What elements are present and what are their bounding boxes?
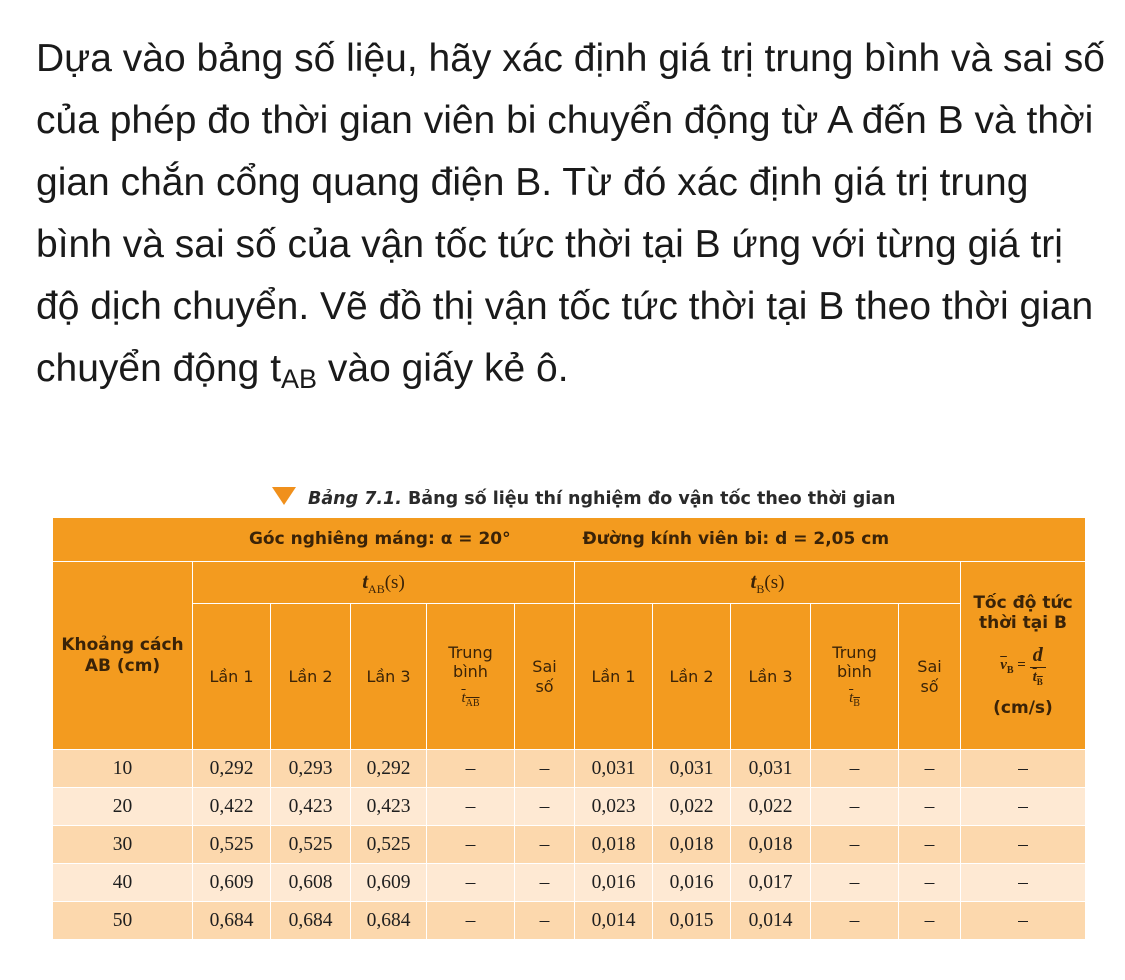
tb-mean-cell: – bbox=[811, 750, 899, 788]
col-distance-header: Khoảng cách AB (cm) bbox=[53, 562, 193, 750]
speed-unit: (cm/s) bbox=[993, 698, 1053, 719]
tab-lan3-cell: 0,684 bbox=[351, 902, 427, 940]
tab-lan1-cell: 0,609 bbox=[193, 864, 271, 902]
speed-formula: $\overline{v}_B$ = $\frac{d}{t_B}$ bbox=[961, 643, 1085, 688]
tab-lan3-cell: 0,292 bbox=[351, 750, 427, 788]
tb-lan1-cell: 0,018 bbox=[575, 826, 653, 864]
tb-lan2-cell: 0,031 bbox=[653, 750, 731, 788]
tab-mean-cell: – bbox=[427, 864, 515, 902]
tb-lan1-cell: 0,014 bbox=[575, 902, 653, 940]
distance-cell: 10 bbox=[53, 750, 193, 788]
table-params-header bbox=[53, 518, 1086, 562]
tb-lan1-cell: 0,023 bbox=[575, 788, 653, 826]
tb-mean-cell: – bbox=[811, 826, 899, 864]
tb-mean-cell: – bbox=[811, 788, 899, 826]
tb-lan3-cell: 0,031 bbox=[731, 750, 811, 788]
group-tb-header: $t_B(s)$ bbox=[575, 562, 961, 604]
tb-lan3-header: Lần 3 bbox=[731, 604, 811, 750]
caption-title: Bảng số liệu thí nghiệm đo vận tốc theo thời gian bbox=[401, 489, 896, 509]
tab-mean-cell: – bbox=[427, 788, 515, 826]
triangle-icon bbox=[272, 487, 296, 505]
speed-cell: – bbox=[961, 788, 1086, 826]
tb-lan3-cell: 0,022 bbox=[731, 788, 811, 826]
tb-lan2-cell: 0,016 bbox=[653, 864, 731, 902]
tb-lan1-cell: 0,016 bbox=[575, 864, 653, 902]
distance-cell: 40 bbox=[53, 864, 193, 902]
tab-lan2-header: Lần 2 bbox=[271, 604, 351, 750]
question-tail: vào giấy kẻ ô. bbox=[317, 347, 569, 390]
tb-lan2-header: Lần 2 bbox=[653, 604, 731, 750]
speed-cell: – bbox=[961, 902, 1086, 940]
tab-lan2-cell: 0,525 bbox=[271, 826, 351, 864]
tab-err-header: Sai số bbox=[515, 604, 575, 750]
tab-mean-header: Trung bình $t_{AB}$ bbox=[427, 604, 515, 750]
tab-err-cell: – bbox=[515, 902, 575, 940]
speed-cell: – bbox=[961, 826, 1086, 864]
tab-err-cell: – bbox=[515, 788, 575, 826]
tab-mean-cell: – bbox=[427, 750, 515, 788]
tab-err-cell: – bbox=[515, 864, 575, 902]
angle-label: Góc nghiêng máng: bbox=[248, 529, 441, 550]
tab-lan3-cell: 0,525 bbox=[351, 826, 427, 864]
table-row bbox=[53, 788, 1086, 826]
tab-lan1-cell: 0,525 bbox=[193, 826, 271, 864]
group-tab-header: $t_{AB}(s)$ bbox=[193, 562, 575, 604]
table-row bbox=[53, 902, 1086, 940]
speed-cell: – bbox=[961, 864, 1086, 902]
tb-mean-cell: – bbox=[811, 864, 899, 902]
tab-lan3-cell: 0,609 bbox=[351, 864, 427, 902]
tb-lan3-cell: 0,018 bbox=[731, 826, 811, 864]
tb-lan3-cell: 0,017 bbox=[731, 864, 811, 902]
tb-lan3-cell: 0,014 bbox=[731, 902, 811, 940]
tb-mean-header: Trung bình $t_B$ bbox=[811, 604, 899, 750]
tb-lan2-cell: 0,015 bbox=[653, 902, 731, 940]
tab-lan2-cell: 0,423 bbox=[271, 788, 351, 826]
col-speed-header bbox=[961, 562, 1086, 750]
tb-mean-cell: – bbox=[811, 902, 899, 940]
distance-cell: 30 bbox=[53, 826, 193, 864]
diameter-value: d = 2,05 cm bbox=[775, 529, 890, 550]
tb-err-cell: – bbox=[899, 826, 961, 864]
question-subscript: AB bbox=[281, 364, 318, 394]
question-text bbox=[36, 28, 1106, 400]
speed-cell: – bbox=[961, 750, 1086, 788]
tb-lan2-cell: 0,018 bbox=[653, 826, 731, 864]
table-row bbox=[53, 750, 1086, 788]
question-body: Dựa vào bảng số liệu, hãy xác định giá trị trung bình và sai số của phép đo thời gian viên bi chuyển động từ A đến B và thời gian chắn cổng quang điện B. Từ đó xác định giá trị trung bình và sai số của vận tốc tức thời tại B ứng với từng giá trị độ dịch chuyển. Vẽ đồ thị vận tốc tức thời tại B theo thời gian chuyển động t bbox=[36, 37, 1105, 390]
tab-lan1-header: Lần 1 bbox=[193, 604, 271, 750]
table-row bbox=[53, 864, 1086, 902]
tb-err-cell: – bbox=[899, 788, 961, 826]
tb-lan2-cell: 0,022 bbox=[653, 788, 731, 826]
diameter-label: Đường kính viên bi: bbox=[582, 529, 776, 550]
table-caption bbox=[272, 487, 896, 509]
speed-title: Tốc độ tức thời tại B bbox=[973, 592, 1073, 633]
data-table bbox=[52, 517, 1086, 940]
distance-cell: 50 bbox=[53, 902, 193, 940]
tab-err-cell: – bbox=[515, 826, 575, 864]
tb-err-cell: – bbox=[899, 864, 961, 902]
tab-lan2-cell: 0,293 bbox=[271, 750, 351, 788]
tab-lan2-cell: 0,608 bbox=[271, 864, 351, 902]
caption-label: Bảng 7.1. bbox=[308, 489, 402, 509]
tab-lan1-cell: 0,422 bbox=[193, 788, 271, 826]
tab-lan1-cell: 0,684 bbox=[193, 902, 271, 940]
tb-lan1-header: Lần 1 bbox=[575, 604, 653, 750]
tb-err-cell: – bbox=[899, 902, 961, 940]
tab-lan1-cell: 0,292 bbox=[193, 750, 271, 788]
angle-value: α = 20° bbox=[440, 529, 511, 550]
tab-mean-cell: – bbox=[427, 902, 515, 940]
distance-cell: 20 bbox=[53, 788, 193, 826]
tab-lan2-cell: 0,684 bbox=[271, 902, 351, 940]
tab-mean-cell: – bbox=[427, 826, 515, 864]
table-body bbox=[53, 750, 1086, 940]
tab-err-cell: – bbox=[515, 750, 575, 788]
tab-lan3-cell: 0,423 bbox=[351, 788, 427, 826]
tb-err-cell: – bbox=[899, 750, 961, 788]
tb-err-header: Sai số bbox=[899, 604, 961, 750]
tab-lan3-header: Lần 3 bbox=[351, 604, 427, 750]
table-row bbox=[53, 826, 1086, 864]
tb-lan1-cell: 0,031 bbox=[575, 750, 653, 788]
